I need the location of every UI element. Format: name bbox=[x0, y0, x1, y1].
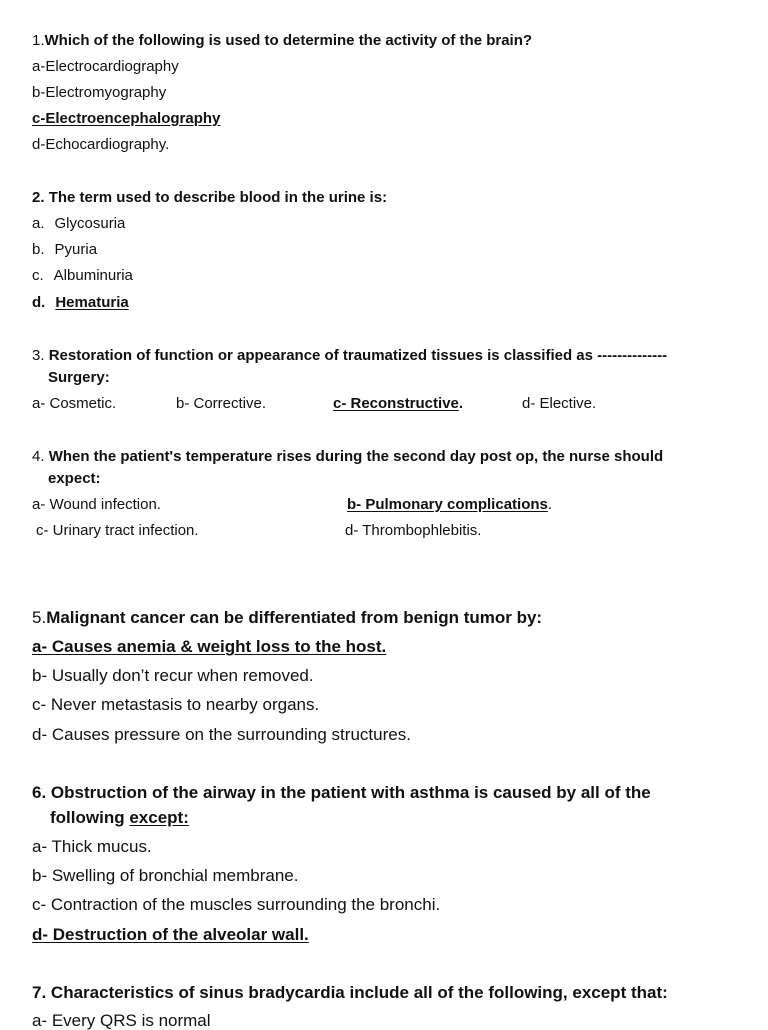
q6-option-b: b- Swelling of bronchial membrane. bbox=[32, 866, 299, 885]
q3-option-c-correct: c- Reconstructive. bbox=[333, 395, 464, 412]
q4-option-d: d- Thrombophlebitis. bbox=[345, 522, 482, 539]
q2-option-a: a. Glycosuria bbox=[32, 215, 126, 232]
q4-option-b-correct: b- Pulmonary complications. bbox=[347, 496, 553, 513]
q5-option-a-correct: a- Causes anemia & weight loss to the host. bbox=[32, 637, 387, 656]
question-1: 1.Which of the following is used to determine the activity of the brain? bbox=[32, 32, 533, 49]
q1-option-d: d-Echocardiography. bbox=[32, 136, 170, 153]
q2-option-d-correct: d. Hematuria bbox=[32, 294, 129, 311]
q4-option-c: c- Urinary tract infection. bbox=[36, 522, 199, 539]
question-4-cont: expect: bbox=[48, 470, 101, 487]
q3-option-b: b- Corrective. bbox=[176, 395, 267, 412]
q5-option-b: b- Usually don’t recur when removed. bbox=[32, 666, 314, 685]
q2-option-c: c. Albuminuria bbox=[32, 267, 133, 284]
q1-option-a: a-Electrocardiography bbox=[32, 58, 179, 75]
q1-option-c-correct: c-Electroencephalography bbox=[32, 110, 221, 127]
q7-option-a: a- Every QRS is normal bbox=[32, 1011, 211, 1030]
question-3: 3. Restoration of function or appearance of traumatized tissues is classified as -------------- bbox=[32, 347, 668, 364]
q4-option-a: a- Wound infection. bbox=[32, 496, 161, 513]
q6-option-d-correct: d- Destruction of the alveolar wall. bbox=[32, 925, 309, 944]
q6-option-c: c- Contraction of the muscles surrounding the bronchi. bbox=[32, 895, 441, 914]
question-6: 6. Obstruction of the airway in the patient with asthma is caused by all of the bbox=[32, 783, 651, 802]
q6-option-a: a- Thick mucus. bbox=[32, 837, 152, 856]
q5-option-c: c- Never metastasis to nearby organs. bbox=[32, 695, 320, 714]
question-3-cont: Surgery: bbox=[48, 369, 110, 386]
q5-option-d: d- Causes pressure on the surrounding structures. bbox=[32, 725, 411, 744]
q3-option-a: a- Cosmetic. bbox=[32, 395, 117, 412]
q2-option-b: b. Pyuria bbox=[32, 241, 98, 258]
q1-option-b: b-Electromyography bbox=[32, 84, 167, 101]
question-6-cont: following except: bbox=[50, 808, 189, 827]
question-5: 5.Malignant cancer can be differentiated from benign tumor by: bbox=[32, 608, 543, 627]
question-2: 2. The term used to describe blood in the urine is: bbox=[32, 189, 388, 206]
question-4: 4. When the patient's temperature rises during the second day post op, the nurse should bbox=[32, 448, 664, 465]
q3-option-d: d- Elective. bbox=[522, 395, 597, 412]
question-7: 7. Characteristics of sinus bradycardia include all of the following, except that: bbox=[32, 983, 668, 1002]
